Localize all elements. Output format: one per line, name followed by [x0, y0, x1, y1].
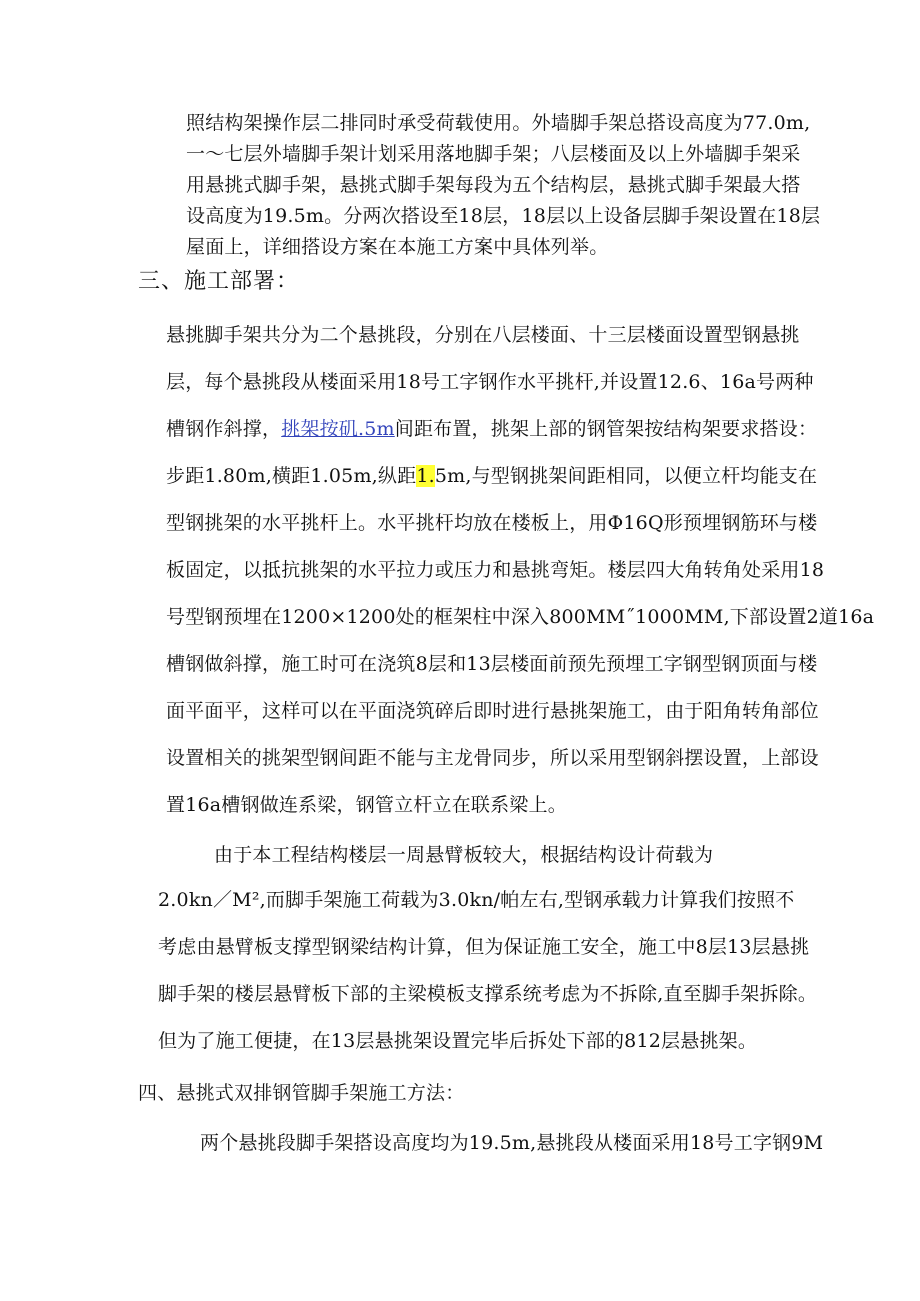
para2-text: 步距1.80m,横距1.05m,纵距 — [166, 465, 417, 487]
para4-line: 两个悬挑段脚手架搭设高度均为19.5m,悬挑段从楼面采用18号工字钢9M — [200, 1132, 824, 1154]
para3-line: 但为了施工便捷，在13层悬挑架设置完毕后拆处下部的812层悬挑架。 — [158, 1030, 758, 1052]
para2-line: 设置相关的挑架型钢间距不能与主龙骨同步，所以采用型钢斜摆设置，上部设 — [166, 747, 819, 769]
para1-line: 屋面上，详细搭设方案在本施工方案中具体列举。 — [186, 236, 609, 258]
para2-text: 间距布置，挑架上部的钢管架按结构架要求搭设： — [394, 418, 818, 440]
para2-line: 层，每个悬挑段从楼面采用18号工字钢作水平挑杆,并设置12.6、16a号两种 — [166, 371, 814, 393]
para2-line: 号型钢预埋在1200×1200处的框架柱中深入800MM˝1000MM,下部设置2道16a — [166, 606, 875, 628]
para2-line: 型钢挑架的水平挑杆上。水平挑杆均放在楼板上，用Φ16Q形预埋钢筋环与楼 — [166, 512, 818, 534]
highlighted-text: 1. — [416, 465, 435, 487]
para2-line — [166, 416, 817, 442]
para2-line — [166, 463, 817, 489]
section-heading-4: 四、悬挑式双排钢管脚手架施工方法： — [138, 1082, 465, 1104]
para2-line: 板固定，以抵抗挑架的水平拉力或压力和悬挑弯矩。楼层四大角转角处采用18 — [166, 559, 825, 581]
para1-line: 照结构架操作层二排同时承受荷载使用。外墙脚手架总搭设高度为77.0m, — [186, 112, 811, 134]
para3-line: 脚手架的楼层悬臂板下部的主梁模板支撑系统考虑为不拆除,直至脚手架拆除。 — [158, 983, 818, 1005]
para2-text: 槽钢作斜撑， — [166, 418, 282, 440]
para2-line: 面平面平，这样可以在平面浇筑碎后即时进行悬挑架施工，由于阳角转角部位 — [166, 700, 819, 722]
para1-line: 设高度为19.5m。分两次搭设至18层，18层以上设备层脚手架设置在18层 — [186, 205, 821, 227]
para3-line: 2.0kn／M²,而脚手架施工荷载为3.0kn/帕左右,型钢承载力计算我们按照不 — [158, 889, 795, 911]
spacing-link[interactable]: 挑架按矶.5m — [281, 418, 395, 440]
para2-line: 槽钢做斜撑，施工时可在浇筑8层和13层楼面前预先预埋工字钢型钢顶面与楼 — [166, 653, 818, 675]
para1-line: 用悬挑式脚手架，悬挑式脚手架每段为五个结构层，悬挑式脚手架最大搭 — [186, 174, 801, 196]
para3-line: 由于本工程结构楼层一周悬臂板较大，根据结构设计荷载为 — [214, 844, 714, 866]
section-heading-3: 三、施工部署： — [138, 269, 300, 294]
para3-line: 考虑由悬臂板支撑型钢梁结构计算，但为保证施工安全，施工中8层13层悬挑 — [158, 936, 810, 958]
para1-line: 一～七层外墙脚手架计划采用落地脚手架；八层楼面及以上外墙脚手架采 — [186, 143, 801, 165]
para2-line: 置16a槽钢做连系梁，钢管立杆立在联系梁上。 — [166, 794, 567, 816]
para2-text: 5m,与型钢挑架间距相同，以便立杆均能支在 — [434, 465, 818, 487]
para2-line: 悬挑脚手架共分为二个悬挑段，分别在八层楼面、十三层楼面设置型钢悬挑 — [166, 324, 800, 346]
